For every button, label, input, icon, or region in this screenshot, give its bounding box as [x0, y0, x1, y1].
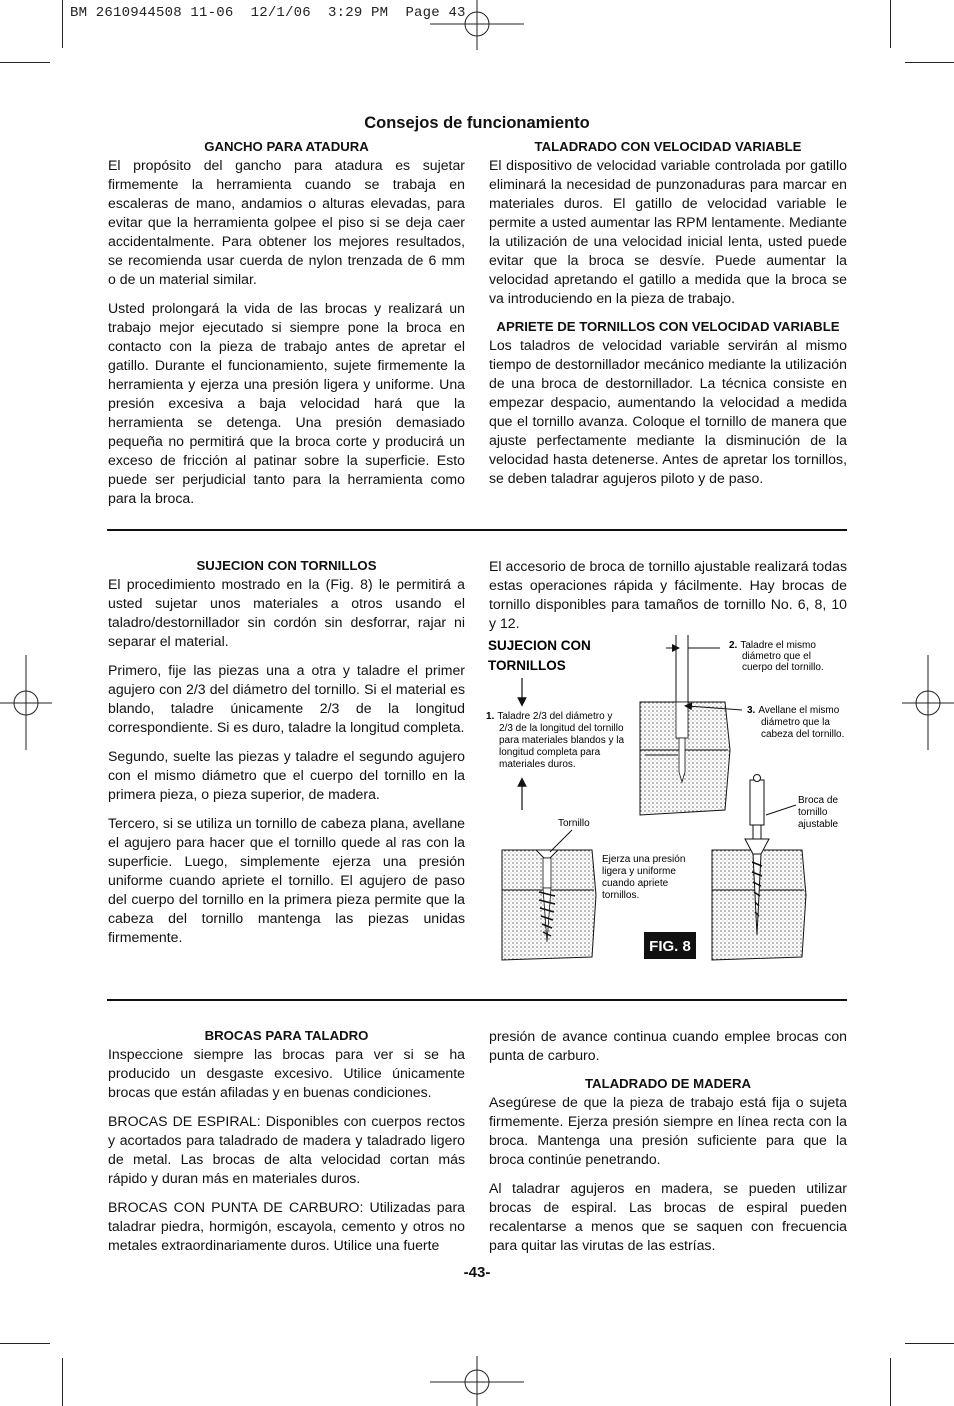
section-heading: TALADRADO CON VELOCIDAD VARIABLE	[534, 139, 802, 154]
paragraph: El propósito del gancho para atadura es sujetar firmemente la herramienta cuando se trabaja en escaleras de mano, andamios o alturas elevadas, para evitar que la herramienta golpee el piso si se deja caer accidentalmente. Para obtener los mejores resultados, se recomienda usar cuerda de nylon trenzada de 6 mm o de un material similar.	[108, 157, 465, 287]
screw-fastening-column	[108, 557, 465, 957]
paragraph: Inspeccione siempre las brocas para ver si se ha producido un desgaste excesivo. Utilice únicamente brocas que están afiladas y en buenas condiciones.	[108, 1046, 465, 1100]
section-heading: BROCAS PARA TALADRO	[204, 1028, 369, 1043]
screw-label: Tornillo	[558, 818, 590, 829]
paragraph: presión de avance continua cuando emplee brocas con punta de carburo.	[489, 1028, 847, 1063]
tether-hook-column	[108, 138, 465, 518]
wood-drilling-column	[489, 1027, 847, 1265]
paragraph: Primero, fije las piezas una a otra y taladre el primer agujero con 2/3 del diámetro del tornillo. Si el material es blando, taladre únicamente 2/3 de la longitud correspondiente. Si es duro, taladre la longitud completa.	[108, 662, 465, 735]
section-heading: TALADRADO DE MADERA	[584, 1076, 752, 1091]
figure-title-line2: TORNILLOS	[488, 658, 566, 673]
step1-label: 1. Taladre 2/3 del diámetro y 2/3 de la longitud del tornillo para materiales blandos y la longitud completa para materiales duros.	[486, 711, 625, 770]
figure-title-line1: SUJECION CON	[488, 638, 591, 653]
paragraph: Tercero, si se utiliza un tornillo de cabeza plana, avellane el agujero para hacer que el tornillo quede al ras con la superficie. Luego, simplemente ejerza una presión uniforme cuando apriete el tornillo. El agujero de paso del cuerpo del tornillo en la primera pieza permite que la cabeza del tornillo mantenga las piezas unidas firmemente.	[108, 815, 465, 945]
paragraph: Los taladros de velocidad variable servirán al mismo tiempo de destornillador mecánico mediante la utilización de una broca de destornillador. La técnica consiste en empezar despacio, aumentando la velocidad a medida que el tornillo avanza. Coloque el tornillo de manera que ajuste perfectamente mediante la disminución de la velocidad hasta detenerse. Antes de apretar los tornillos, se deben taladrar agujeros piloto y de paso.	[489, 337, 847, 486]
section-divider	[107, 999, 847, 1001]
paragraph: El dispositivo de velocidad variable controlada por gatillo eliminará la necesidad de punzonaduras para marcar en materiales duros. El gatillo de velocidad variable le permite a usted aumentar las RPM lentamente. Mediante la utilización de una velocidad inicial lenta, usted puede evitar que la broca se desvíe. Puede aumentar la velocidad apretando el gatillo a medida que la broca se va introduciendo en la pieza de trabajo.	[489, 157, 847, 306]
paragraph: Segundo, suelte las piezas y taladre el segundo agujero con el mismo diámetro que el cuerpo del tornillo en la primera pieza, o pieza superior, de madera.	[108, 748, 465, 802]
figure-8-diagram	[480, 630, 860, 970]
paragraph: Usted prolongará la vida de las brocas y realizará un trabajo mejor ejecutado si siempre pone la broca en contacto con la pieza de trabajo antes de apretar el gatillo. Durante el funcionamiento, sujete firmemente la herramienta y ejerza una presión ligera y uniforme. Una presión excesiva a baja velocidad hará que la herramienta se detenga. Una presión demasiado pequeña no permitirá que la broca corte y producirá un exceso de fricción al patinar sobre la superficie. Esto puede ser perjudicial tanto para la herramienta como para la broca.	[108, 300, 465, 506]
page-title: Consejos de funcionamiento	[364, 114, 590, 132]
drilled-wood-block	[640, 702, 730, 815]
section-heading: SUJECION CON TORNILLOS	[196, 558, 377, 573]
paragraph: El procedimiento mostrado en la (Fig. 8) le permitirá a usted sujetar unos materiales a otros usando el taladro/destornillador sin cordón sin desforrar, rajar ni separar el material.	[108, 576, 465, 649]
figure-label: FIG. 8	[649, 938, 691, 955]
page-number: -43-	[463, 1264, 491, 1281]
step3-label: 3. Avellane el mismo diámetro que la cabeza del tornillo.	[747, 705, 845, 740]
pressure-label: Ejerza una presión ligera y uniforme cuando apriete tornillos.	[602, 854, 686, 901]
step2-label: 2. Taladre el mismo diámetro que el cuerpo del tornillo.	[729, 640, 824, 673]
drill-bits-column	[108, 1027, 465, 1265]
screwed-wood-block	[502, 850, 596, 960]
paragraph: Al taladrar agujeros en madera, se pueden utilizar brocas de espiral. Las brocas de espiral pueden recalentarse a menos que se saquen con frecuencia para quitar las virutas de las estrías.	[489, 1180, 847, 1253]
paragraph: BROCAS DE ESPIRAL: Disponibles con cuerpos rectos y acortados para taladrado de madera y taladrado ligero de metal. Las brocas de alta velocidad cortan más rápido y duran más en materiales duros.	[108, 1113, 465, 1186]
adjustable-bit-label: Broca de tornillo ajustable	[798, 795, 839, 830]
section-divider	[107, 529, 847, 531]
paragraph: Asegúrese de que la pieza de trabajo está fija o sujeta firmemente. Ejerza presión siempre en línea recta con la broca. Mantenga una presión suficiente para que la broca continúe penetrando.	[489, 1094, 847, 1167]
section-heading: APRIETE DE TORNILLOS CON VELOCIDAD VARIABLE	[496, 319, 840, 334]
paragraph: BROCAS CON PUNTA DE CARBURO: Utilizadas para taladrar piedra, hormigón, escayola, cemento y otros no metales extraordinariamente duros. Utilice una fuerte	[108, 1199, 465, 1253]
variable-speed-column	[489, 138, 847, 498]
print-header: BM 2610944508 11-06 12/1/06 3:29 PM Page 43	[70, 5, 466, 21]
section-heading: GANCHO PARA ATADURA	[204, 139, 369, 154]
paragraph: El accesorio de broca de tornillo ajustable realizará todas estas operaciones rápida y fácilmente. Hay brocas de tornillo disponibles para tamaños de tornillo No. 6, 8, 10 y 12.	[489, 558, 847, 631]
